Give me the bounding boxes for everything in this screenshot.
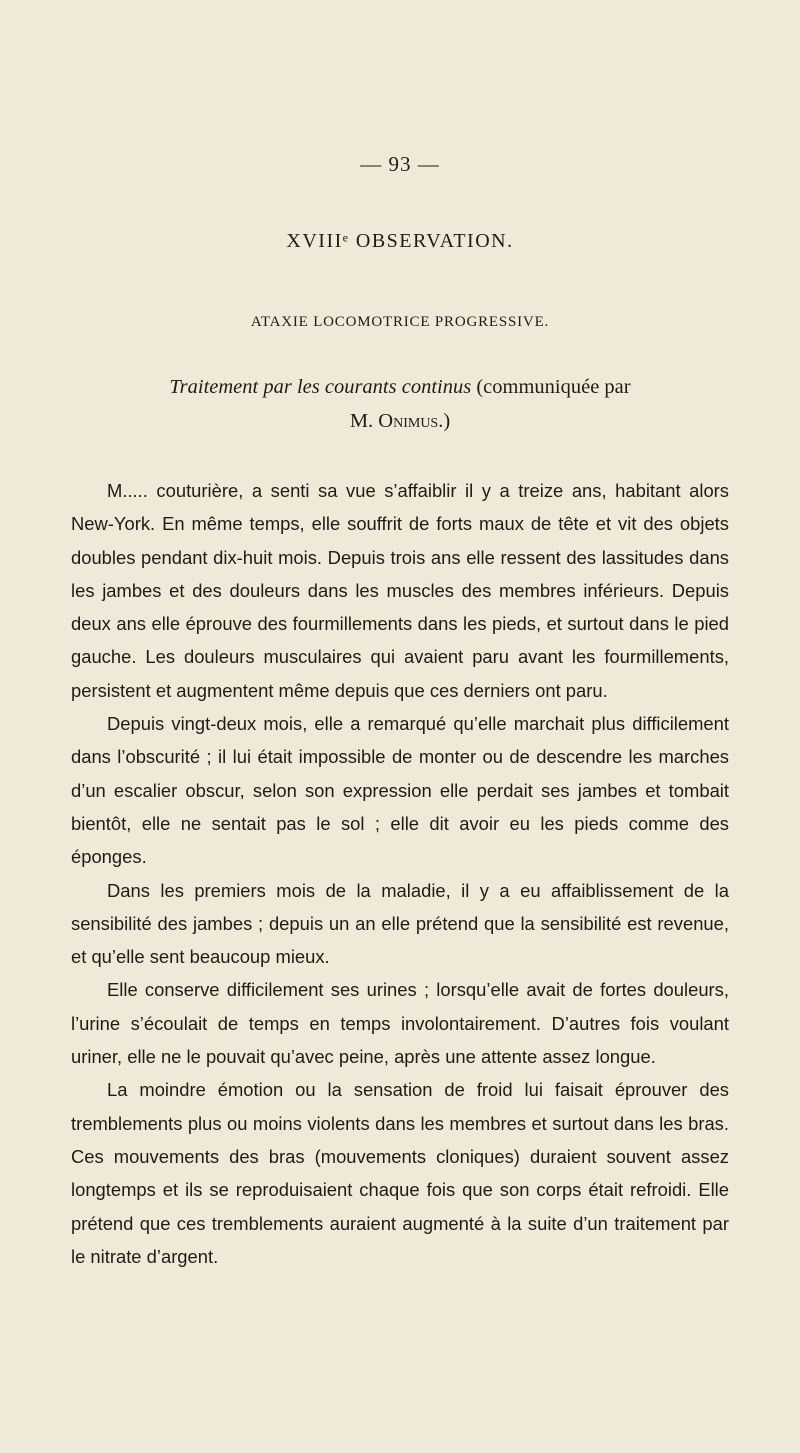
paragraph-5: La moindre émotion ou la sensation de froid lui faisait éprouver des tremblements plus ou moins violents dans les membres et surtout dans les bras. Ces mouvements des bras (mouvements cloniques) duraient souvent assez longtemps et ils se reproduisaient chaque fois que son corps était refroidi. Elle prétend que ces tremblements auraient augmenté à la suite d’un traitement par le nitrate d’argent. (71, 1079, 729, 1267)
disease-subtitle: ATAXIE LOCOMOTRICE PROGRESSIVE. (250, 314, 550, 330)
body-text (71, 474, 729, 1273)
treatment-italic: Traitement par les courants continus (169, 376, 472, 398)
paragraph-2: Depuis vingt-deux mois, elle a remarqué qu’elle marchait plus difficilement dans l’obscurité ; il lui était impossible de monter ou de descendre les marches d’un escalier obscur, selon son expression elle perdait ses jambes et tombait bientôt, elle ne sentait pas le sol ; elle dit avoir eu les pieds comme des éponges. (71, 713, 729, 868)
observation-title: XVIIIᵉ OBSERVATION. (286, 230, 514, 252)
treatment-author: Onimus (378, 410, 439, 432)
treatment-author-prefix: M. (349, 410, 379, 432)
paragraph-4: Elle conserve difficilement ses urines ; lorsqu’elle avait de fortes douleurs, l’urine s’écoulait de temps en temps involontairement. D’autres fois voulant uriner, elle ne le pouvait qu’avec peine, après une attente assez longue. (71, 979, 729, 1068)
treatment-close: .) (438, 410, 451, 432)
page-number: — 93 — (360, 152, 440, 176)
paragraph-3: Dans les premiers mois de la maladie, il y a eu affaiblissement de la sensibilité des jambes ; depuis un an elle prétend que la sensibilité est revenue, et qu’elle sent beaucoup mieux. (71, 879, 729, 968)
treatment-communicated: (communiquée par (471, 376, 631, 398)
treatment-line (95, 370, 705, 438)
paragraph-1: M..... couturière, a senti sa vue s’affaiblir il y a treize ans, habitant alors New-York. En même temps, elle souffrit de forts maux de tête et vit des objets doubles pendant dix-huit mois. Depuis trois ans elle ressent des lassitudes dans les jambes et des douleurs dans les muscles des membres inférieurs. Depuis deux ans elle éprouve des fourmillements dans les pieds, et surtout dans le pied gauche. Les douleurs musculaires qui avaient paru avant les fourmillements, persistent et augmentent même depuis que ces derniers ont paru. (71, 480, 729, 701)
